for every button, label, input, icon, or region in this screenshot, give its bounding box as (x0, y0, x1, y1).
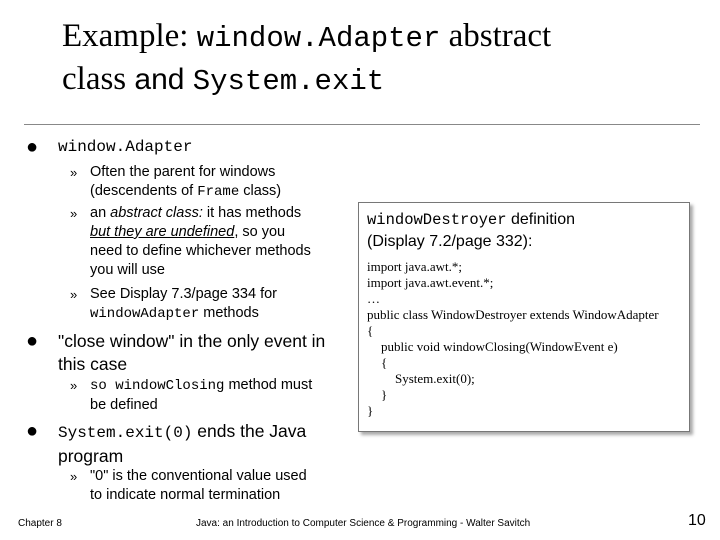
text-line: this case (58, 354, 128, 374)
text-line: be defined (90, 397, 158, 413)
code-line: } (381, 387, 388, 402)
footer-chapter: Chapter 8 (18, 518, 62, 529)
text-line: (descendents of (90, 183, 198, 199)
text-line: "0" is the conventional value used (90, 468, 307, 484)
code-text: windowAdapter (90, 306, 200, 322)
bullet-3-text (58, 420, 306, 468)
bullet-dot-icon: ● (26, 420, 39, 442)
text-line: it has methods (202, 205, 302, 221)
sub-bullet-icon: » (70, 287, 78, 302)
code-text: so (90, 378, 116, 394)
code-line: { (381, 355, 388, 370)
code-line: System.exit(0); (395, 371, 475, 386)
code-text: Frame (197, 184, 240, 200)
sub-bullet-2-1 (90, 376, 312, 415)
footer-book-title: Java: an Introduction to Computer Science & Programming - Walter Savitch (196, 518, 531, 529)
code-line: import java.awt.event.*; (367, 275, 494, 290)
text-line: program (58, 446, 124, 466)
text-line: "close window" in the only event in (58, 331, 326, 351)
code-line: … (367, 291, 380, 306)
code-line: public void windowClosing(WindowEvent e) (381, 339, 618, 354)
code-text: windowDestroyer (367, 211, 507, 229)
text-line: Often the parent for windows (90, 164, 276, 180)
text-line: to indicate normal termination (90, 487, 281, 503)
code-line: { (367, 323, 374, 338)
code-text: windowClosing (115, 378, 225, 394)
title-code: System.exit (192, 65, 385, 98)
sub-bullet-icon: » (70, 165, 78, 180)
text-line: method must (224, 377, 313, 393)
title-word: abstract (448, 18, 552, 54)
code-text: System.exit(0) (58, 424, 193, 442)
title-word: and (134, 63, 185, 96)
text-line: See Display 7.3/page 334 for (90, 286, 278, 302)
code-box-header (367, 209, 575, 253)
code-line: import java.awt.*; (367, 259, 462, 274)
text-line: ends the Java (192, 421, 307, 441)
sub-bullet-icon: » (70, 378, 78, 393)
text-line: , so you (234, 224, 286, 240)
title-code: window.Adapter (196, 22, 441, 55)
code-line: } (367, 403, 374, 418)
sub-bullet-icon: » (70, 469, 78, 484)
text-line: methods (199, 305, 259, 321)
title-divider (24, 124, 700, 125)
code-example-box (358, 202, 690, 432)
text-line: an (90, 205, 111, 221)
code-line: public class WindowDestroyer extends WindowAdapter (367, 307, 659, 322)
text-line: definition (506, 211, 576, 228)
slide-title (62, 16, 662, 102)
title-word: Example: (62, 18, 189, 54)
underlined-text: but they are undefined (90, 224, 235, 240)
bullet-dot-icon: ● (26, 330, 39, 352)
sub-bullet-1-3 (90, 285, 277, 324)
text-line: (Display 7.2/page 332): (367, 233, 533, 250)
text-line: need to define whichever methods (90, 243, 311, 259)
title-word: class (62, 61, 127, 97)
bullet-2-text (58, 330, 325, 376)
bullet-dot-icon: ● (26, 136, 39, 158)
page-number: 10 (688, 512, 706, 529)
text-line: class) (239, 183, 282, 199)
italic-text: abstract class: (110, 205, 203, 221)
sub-bullet-icon: » (70, 206, 78, 221)
bullet-1-text: window.Adapter (58, 138, 193, 156)
text-line: you will use (90, 262, 165, 278)
sub-bullet-1-1 (90, 163, 281, 202)
sub-bullet-3-1 (90, 467, 307, 505)
sub-bullet-1-2 (90, 204, 311, 280)
